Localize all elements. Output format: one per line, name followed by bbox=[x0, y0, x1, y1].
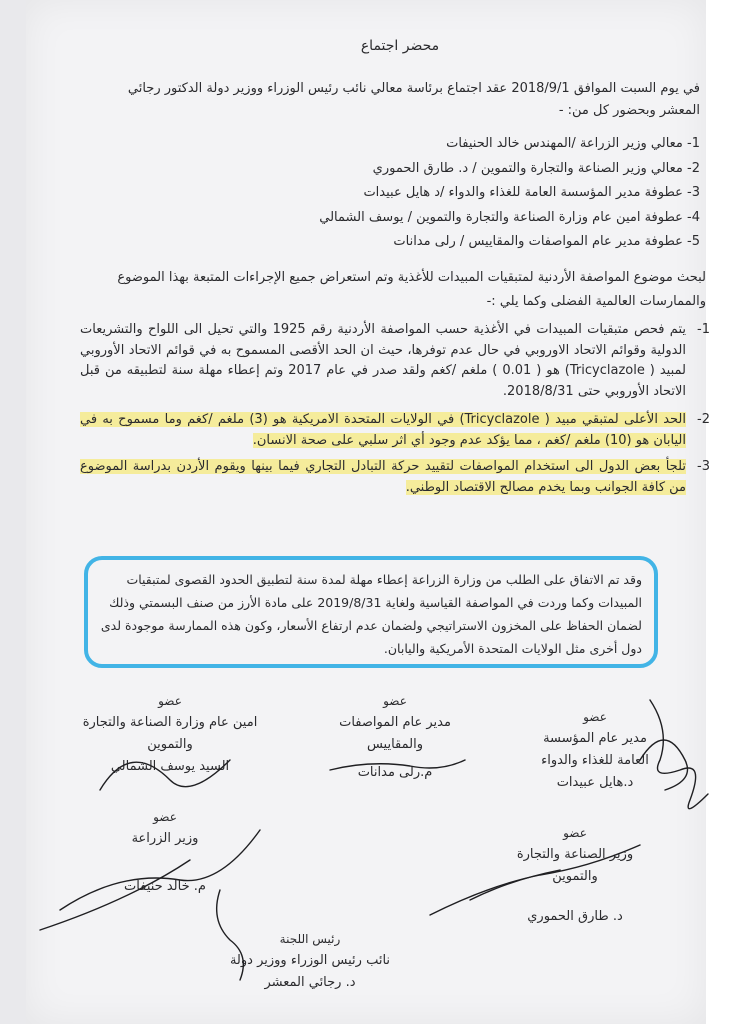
attendee-item: 4- عطوفة امين عام وزارة الصناعة والتجارة والتموين / يوسف الشمالي bbox=[319, 209, 700, 225]
point-number: 2- bbox=[697, 412, 710, 427]
decision-box bbox=[84, 556, 658, 668]
scan-left-margin bbox=[0, 0, 26, 1024]
signature-block-secretary-general bbox=[60, 690, 280, 778]
signature-name: م. خالد حنيفات bbox=[124, 879, 206, 894]
signature-line: امين عام وزارة الصناعة والتجارة bbox=[82, 715, 258, 730]
signature-line: والمقاييس bbox=[366, 737, 424, 752]
signature-role: عضو bbox=[153, 810, 177, 824]
signature-name: د. رجائي المعشر bbox=[264, 975, 356, 990]
signature-name: م.رلى مدانات bbox=[357, 765, 433, 780]
attendee-item: 1- معالي وزير الزراعة /المهندس خالد الحنيفات bbox=[446, 136, 700, 151]
attendee-item: 5- عطوفة مدير عام المواصفات والمقاييس / رلى مدانات bbox=[393, 234, 700, 249]
signature-block-jfda bbox=[510, 706, 680, 794]
point-number: 3- bbox=[697, 459, 710, 474]
signature-block-chairman bbox=[180, 928, 440, 994]
signature-role: رئيس اللجنة bbox=[279, 932, 341, 946]
signature-line: العامة للغذاء والدواء bbox=[541, 753, 649, 768]
signature-line: والتموين bbox=[552, 869, 598, 884]
point-1 bbox=[80, 320, 710, 402]
signature-role: عضو bbox=[563, 826, 587, 840]
meeting-purpose: لبحث موضوع المواصفة الأردنية لمتبقيات المبيدات للأغذية وتم استعراض جميع الإجراءات المتبعة بهذا الموضوع والممارسات العالمية الفضلى وكما يلي :- bbox=[117, 270, 706, 309]
signature-name: د.هايل عبيدات bbox=[556, 775, 634, 790]
signature-line: نائب رئيس الوزراء ووزير دولة bbox=[229, 953, 391, 968]
attendee-item: 3- عطوفة مدير المؤسسة العامة للغذاء والدواء /د هايل عبيدات bbox=[363, 185, 700, 200]
meeting-intro: في يوم السبت الموافق 2018/9/1 عقد اجتماع برئاسة معالي نائب رئيس الوزراء ووزير دولة الدكتور رجائي المعشر وبحضور كل من: - bbox=[127, 81, 700, 118]
discussion-points bbox=[80, 320, 710, 498]
signature-line: والتموين bbox=[147, 737, 193, 752]
signature-name: السيد يوسف الشمالي bbox=[110, 759, 230, 774]
signature-line: مدير عام المواصفات bbox=[339, 715, 451, 730]
signature-line: مدير عام المؤسسة bbox=[543, 731, 647, 746]
signature-line: وزير الصناعة والتجارة bbox=[516, 847, 634, 862]
signature-line: وزير الزراعة bbox=[131, 831, 199, 846]
attendee-list bbox=[100, 132, 700, 255]
signature-block-industry-minister bbox=[470, 822, 680, 928]
point-number: 1- bbox=[697, 322, 710, 337]
document-title: محضر اجتماع bbox=[360, 38, 440, 54]
point-text-highlighted: تلجأ بعض الدول الى استخدام المواصفات لتقييد حركة التبادل التجاري فيما بينها ويقوم الأردن بدراسة الموضوع من كافة الجوانب وبما يخدم مصالح الاقتصاد الوطني. bbox=[80, 459, 686, 495]
signature-role: عضو bbox=[158, 694, 182, 708]
decision-text: وقد تم الاتفاق على الطلب من وزارة الزراعة إعطاء مهلة لمدة سنة لتطبيق الحدود القصوى لمتبقيات المبيدات وكما وردت في المواصفة القياسية ولغاية 2019/8/31 على مادة الأرز من صنف البسمتي وذلك لضمان الحفاظ على المخزون الاستراتيجي ولضمان عدم ارتفاع الأسعار، وكون هذه الممارسة موجودة لدى دول أخرى مثل الولايات المتحدة الأمريكية واليابان. bbox=[100, 572, 642, 656]
signature-block-agriculture-minister bbox=[70, 806, 260, 898]
signature-name: د. طارق الحموري bbox=[527, 909, 623, 924]
signature-role: عضو bbox=[383, 694, 407, 708]
point-3 bbox=[80, 457, 710, 498]
point-text: يتم فحص متبقيات المبيدات في الأغذية حسب المواصفة الأردنية رقم 1925 والتي تحيل الى اللواح والتشريعات الدولية وقوائم الاتحاد الاوروبي في حال عدم توفرها، حيث ان الحد الأقصى المسموح به في قوائم الاتحاد الأوروبي لمبيد ( Tricyclazole) هو ( 0.01 ) ملغم /كغم ولقد صدر في عام 2017 وتم إعطاء مهلة سنة لتطبيقه من قبل الاتحاد الأوروبي حتى 2018/8/31. bbox=[80, 322, 686, 399]
attendee-item: 2- معالي وزير الصناعة والتجارة والتموين / د. طارق الحموري bbox=[372, 160, 700, 176]
signature-role: عضو bbox=[583, 710, 607, 724]
signature-block-standards bbox=[310, 690, 480, 784]
point-2 bbox=[80, 410, 710, 451]
point-text-highlighted: الحد الأعلى لمتبقي مبيد ( Tricyclazole) في الولايات المتحدة الامريكية هو (3) ملغم /كغم وما مسموح به في اليابان هو (10) ملغم /كغم ، مما يؤكد عدم وجود أي اثر سلبي على صحة الانسان. bbox=[80, 412, 687, 448]
